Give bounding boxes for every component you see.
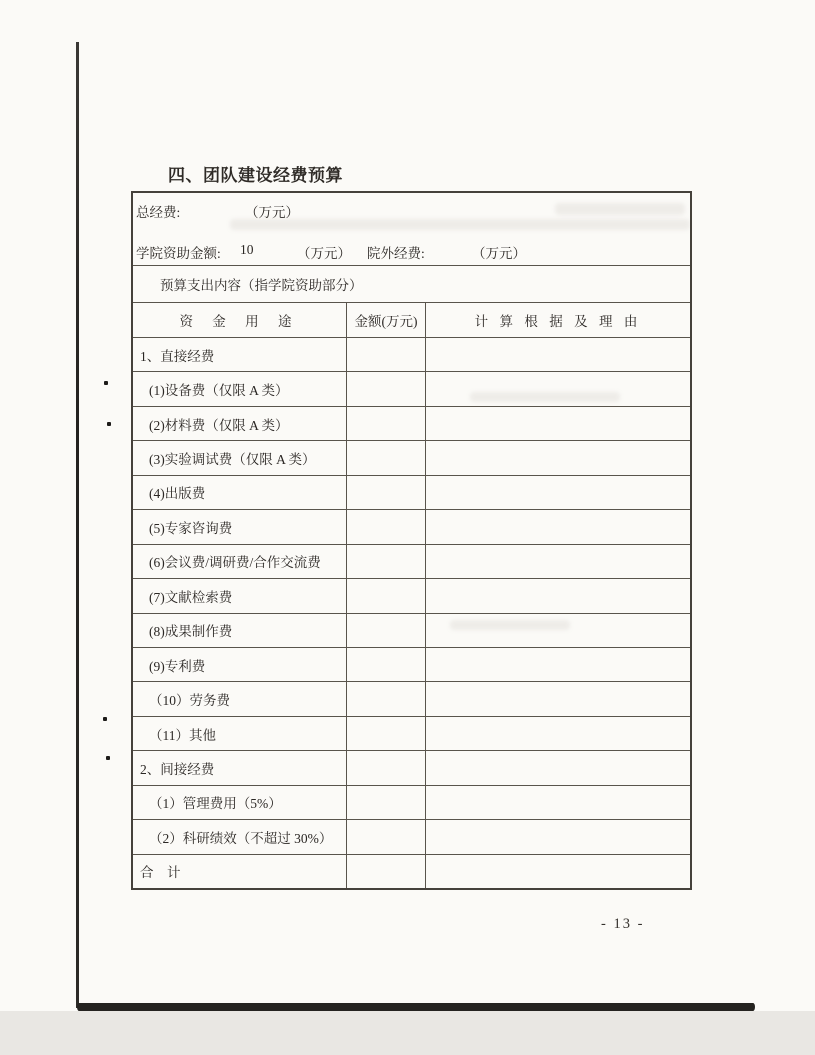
amount-cell (346, 476, 425, 509)
table-row (133, 716, 690, 750)
amount-cell (346, 855, 425, 888)
table-row (133, 544, 690, 578)
basis-cell (425, 579, 690, 612)
table-row (133, 854, 690, 888)
table-row (133, 578, 690, 612)
basis-cell (425, 372, 690, 405)
basis-cell (425, 855, 690, 888)
basis-cell (425, 614, 690, 647)
row-label: (1)设备费（仅限 A 类） (149, 383, 289, 399)
fund-use-cell (133, 614, 346, 647)
amount-header (346, 303, 425, 337)
table-row (133, 613, 690, 647)
row-label: 1、直接经费 (140, 348, 215, 364)
table-row (133, 785, 690, 819)
budget-table (131, 191, 692, 890)
fund-use-cell (133, 545, 346, 578)
budget-note: 预算支出内容（指学院资助部分） (160, 278, 363, 293)
ink-speck (104, 381, 108, 385)
amount-cell (346, 614, 425, 647)
fund-use-cell (133, 820, 346, 853)
row-label: (5)专家咨询费 (149, 520, 233, 536)
basis-cell (425, 441, 690, 474)
row-label: (8)成果制作费 (149, 624, 233, 640)
ink-speck (106, 756, 110, 760)
amount-cell (346, 648, 425, 681)
table-row (133, 406, 690, 440)
budget-note-row (133, 265, 690, 302)
external-funding-unit: （万元） (472, 246, 526, 261)
amount-cell (346, 717, 425, 750)
basis-cell (425, 751, 690, 784)
amount-cell (346, 820, 425, 853)
basis-cell (425, 648, 690, 681)
fund-use-cell (133, 751, 346, 784)
basis-cell (425, 407, 690, 440)
fund-use-cell (133, 682, 346, 715)
row-label: （1）管理费用（5%） (149, 796, 282, 812)
row-label: (3)实验调试费（仅限 A 类） (149, 452, 316, 468)
amount-cell (346, 510, 425, 543)
table-row (133, 337, 690, 371)
amount-cell (346, 545, 425, 578)
amount-header-text: 金额(万元) (354, 314, 418, 329)
amount-cell (346, 579, 425, 612)
college-funding-label: 学院资助金额: (136, 246, 221, 261)
row-label: （10）劳务费 (149, 693, 230, 709)
basis-cell (425, 545, 690, 578)
fund-use-cell (133, 648, 346, 681)
basis-header: 计 算 根 据 及 理 由 (425, 303, 690, 337)
row-label: 2、间接经费 (140, 761, 215, 777)
table-row (133, 681, 690, 715)
amount-cell (346, 441, 425, 474)
table-row (133, 647, 690, 681)
amount-cell (346, 407, 425, 440)
page-number: - 13 - (601, 916, 645, 932)
amount-cell (346, 786, 425, 819)
table-row (133, 371, 690, 405)
scanner-background (0, 1011, 815, 1055)
basis-cell (425, 338, 690, 371)
basis-cell (425, 786, 690, 819)
table-row (133, 475, 690, 509)
fund-use-cell (133, 338, 346, 371)
basis-cell (425, 717, 690, 750)
section-title: 四、团队建设经费预算 (168, 166, 343, 185)
basis-cell (425, 510, 690, 543)
amount-cell (346, 372, 425, 405)
external-funding-label: 院外经费: (367, 246, 425, 261)
funding-summary-cell (133, 193, 690, 265)
row-label: （2）科研绩效（不超过 30%） (149, 830, 333, 846)
total-funds-label: 总经费: (136, 205, 181, 220)
basis-cell (425, 476, 690, 509)
row-label: (2)材料费（仅限 A 类） (149, 417, 289, 433)
ink-speck (107, 422, 111, 426)
fund-use-cell (133, 786, 346, 819)
total-funds-unit: （万元） (245, 205, 299, 220)
fund-use-cell (133, 407, 346, 440)
college-funding-value: 10 (240, 242, 254, 257)
scan-edge-left (76, 42, 79, 1008)
college-funding-unit: （万元） (297, 246, 351, 261)
row-label: （11）其他 (149, 727, 216, 743)
table-row (133, 440, 690, 474)
amount-cell (346, 682, 425, 715)
table-row (133, 509, 690, 543)
scan-edge-bottom (77, 1003, 755, 1011)
row-label: (6)会议费/调研费/合作交流费 (149, 555, 321, 571)
table-row (133, 750, 690, 784)
fund-use-cell (133, 372, 346, 405)
basis-cell (425, 682, 690, 715)
fund-use-cell (133, 476, 346, 509)
fund-use-cell (133, 717, 346, 750)
basis-cell (425, 820, 690, 853)
ink-speck (103, 717, 107, 721)
fund-use-cell (133, 855, 346, 888)
row-label: (9)专利费 (149, 658, 206, 674)
fund-use-cell (133, 579, 346, 612)
row-label: (4)出版费 (149, 486, 206, 502)
row-label: 合 计 (140, 865, 181, 881)
fund-use-cell (133, 510, 346, 543)
row-label: (7)文献检索费 (149, 589, 233, 605)
fund-use-cell (133, 441, 346, 474)
amount-cell (346, 751, 425, 784)
amount-cell (346, 338, 425, 371)
table-row (133, 819, 690, 853)
fund-use-header: 资 金 用 途 (179, 314, 300, 329)
table-header-row (133, 302, 690, 337)
